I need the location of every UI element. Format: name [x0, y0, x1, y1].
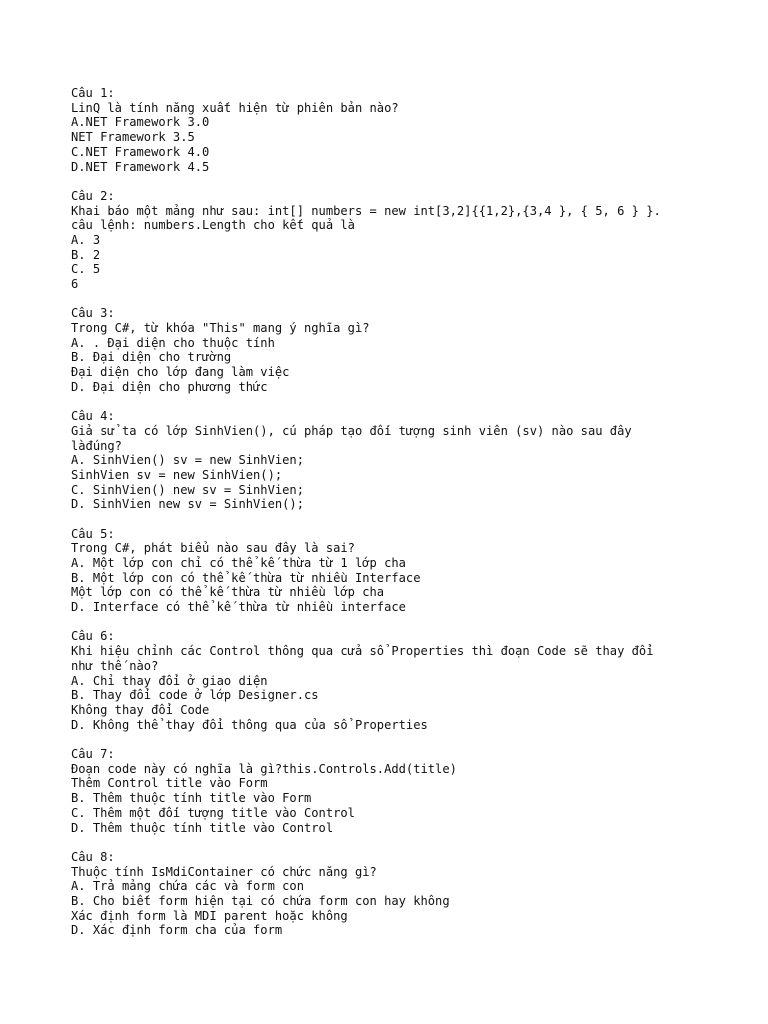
question-line: Đại diện cho lớp đang làm việc — [71, 365, 290, 380]
question-heading: Câu 7: — [71, 746, 115, 761]
question-heading: Câu 5: — [71, 526, 115, 541]
question-line: D. Đại diện cho phương thức — [71, 379, 268, 394]
question-line: A. Trả mảng chứa các và form con — [71, 879, 304, 894]
question-line: như thế nào? — [71, 658, 159, 673]
question-line: A. Chỉ thay đổi ở giao diện — [71, 673, 268, 688]
question-line: Xác định form là MDI parent hoặc không — [71, 908, 348, 923]
question-text: LinQ là tính năng xuất hiện từ phiên bản nào? — [71, 100, 399, 115]
question-line: D. Không thể thay đổi thông qua của sổ Properties — [71, 717, 428, 732]
question-text: Đoạn code này có nghĩa là gì?this.Controls.Add(title) — [71, 761, 457, 776]
question-line: câu lệnh: numbers.Length cho kết quả là — [71, 218, 355, 233]
question-line: C. Thêm một đối tượng title vào Control — [71, 805, 355, 820]
question-heading: Câu 4: — [71, 409, 115, 424]
question-line: C. 5 — [71, 262, 101, 277]
question-line: B. Thêm thuộc tính title vào Form — [71, 791, 312, 806]
question-text: Khi hiệu chỉnh các Control thông qua cửa sổ Properties thì đoạn Code sẽ thay đổi — [71, 644, 654, 659]
question-4 — [71, 409, 761, 512]
question-line: A. Một lớp con chỉ có thể kế thừa từ 1 lớp cha — [71, 556, 406, 571]
question-line: D. Xác định form cha của form — [71, 923, 283, 938]
question-line: B. Thay đổi code ở lớp Designer.cs — [71, 688, 319, 703]
question-7 — [71, 747, 761, 835]
question-2 — [71, 189, 761, 292]
question-line: Không thay đổi Code — [71, 702, 210, 717]
question-line: NET Framework 3.5 — [71, 130, 195, 145]
question-line: A. SinhVien() sv = new SinhVien; — [71, 453, 304, 468]
question-line: SinhVien sv = new SinhVien(); — [71, 467, 283, 482]
question-text: Trong C#, từ khóa "This" mang ý nghĩa gì? — [71, 321, 370, 336]
question-heading: Câu 6: — [71, 629, 115, 644]
question-6 — [71, 629, 761, 732]
question-text: Giả sử ta có lớp SinhVien(), cú pháp tạo đối tượng sinh viên (sv) nào sau đây — [71, 423, 632, 438]
question-heading: Câu 1: — [71, 86, 115, 100]
question-text: Trong C#, phát biểu nào sau đây là sai? — [71, 541, 355, 556]
question-line: A. 3 — [71, 232, 101, 247]
question-heading: Câu 3: — [71, 306, 115, 321]
question-line: D.NET Framework 4.5 — [71, 159, 210, 174]
document-page — [71, 86, 761, 953]
question-line: Một lớp con có thể kế thừa từ nhiều lớp cha — [71, 585, 385, 600]
question-line: D. Thêm thuộc tính title vào Control — [71, 820, 334, 835]
question-heading: Câu 8: — [71, 849, 115, 864]
question-3 — [71, 306, 761, 394]
question-5 — [71, 527, 761, 615]
question-line: Thêm Control title vào Form — [71, 776, 268, 791]
question-line: C.NET Framework 4.0 — [71, 144, 210, 159]
question-line: làđúng? — [71, 438, 122, 453]
question-8 — [71, 850, 761, 938]
question-line: 6 — [71, 277, 79, 292]
question-line: B. Cho biết form hiện tại có chứa form con hay không — [71, 893, 450, 908]
question-line: B. 2 — [71, 247, 101, 262]
question-line: D. SinhVien new sv = SinhVien(); — [71, 497, 304, 512]
question-text: Khai báo một mảng như sau: int[] numbers = new int[3,2]{{1,2},{3,4 }, { 5, 6 } }. — [71, 203, 661, 218]
question-heading: Câu 2: — [71, 188, 115, 203]
question-1 — [71, 86, 761, 174]
question-line: C. SinhVien() new sv = SinhVien; — [71, 482, 304, 497]
question-text: Thuộc tính IsMdiContainer có chức năng gì? — [71, 864, 377, 879]
question-line: B. Một lớp con có thể kế thừa từ nhiều Interface — [71, 570, 421, 585]
question-line: A. . Đại diện cho thuộc tính — [71, 335, 275, 350]
question-line: D. Interface có thể kế thừa từ nhiều interface — [71, 600, 406, 615]
question-line: A.NET Framework 3.0 — [71, 115, 210, 130]
question-line: B. Đại diện cho trường — [71, 350, 232, 365]
